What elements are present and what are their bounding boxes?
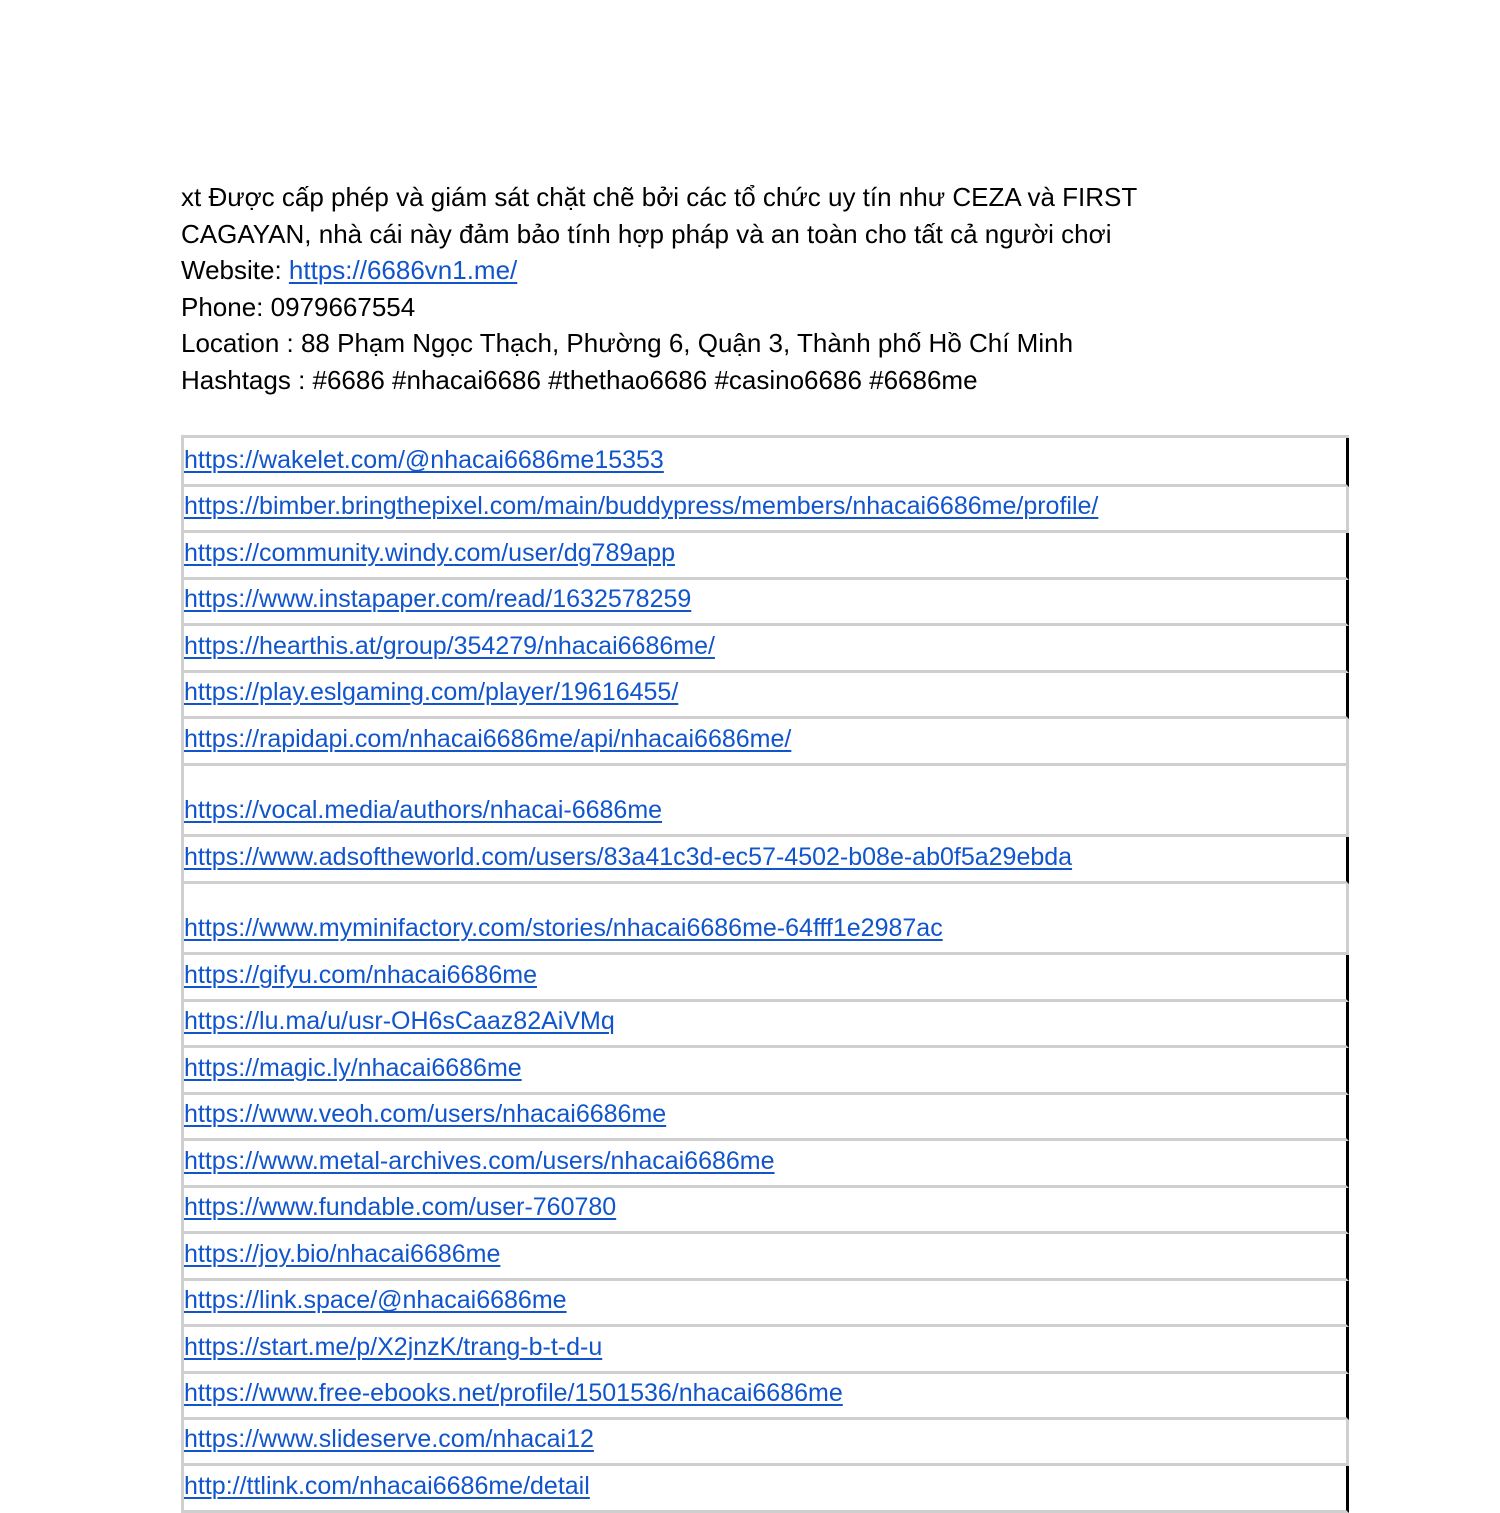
- profile-link[interactable]: https://vocal.media/authors/nhacai-6686me: [184, 796, 663, 824]
- profile-link[interactable]: https://lu.ma/u/usr-OH6sCaaz82AiVMq: [184, 1007, 615, 1035]
- table-row: [184, 580, 1349, 626]
- website-link[interactable]: https://6686vn1.me/: [288, 255, 518, 286]
- profile-link[interactable]: https://www.fundable.com/user-760780: [184, 1193, 617, 1221]
- table-row: [184, 626, 1349, 673]
- table-row: [184, 533, 1349, 580]
- phone-line: Phone: 0979667554: [181, 291, 416, 322]
- table-row: [184, 1048, 1349, 1095]
- table-row: [184, 487, 1349, 533]
- table-row: [184, 1327, 1349, 1374]
- profile-link[interactable]: https://www.instapaper.com/read/1632578259: [184, 585, 692, 613]
- table-row: [184, 673, 1349, 719]
- table-row: [184, 1234, 1349, 1281]
- profile-link[interactable]: https://www.metal-archives.com/users/nhacai6686me: [184, 1147, 775, 1175]
- intro-line-2: CAGAYAN, nhà cái này đảm bảo tính hợp pháp và an toàn cho tất cả người chơi: [181, 218, 1112, 249]
- profile-link[interactable]: https://www.adsoftheworld.com/users/83a41c3d-ec57-4502-b08e-ab0f5a29ebda: [184, 843, 1073, 871]
- table-row: [184, 1095, 1349, 1141]
- table-row: [184, 1188, 1349, 1234]
- profile-link[interactable]: https://community.windy.com/user/dg789app: [184, 539, 675, 567]
- profile-link[interactable]: https://bimber.bringthepixel.com/main/buddypress/members/nhacai6686me/profile/: [184, 492, 1099, 520]
- intro-line-1: xt Được cấp phép và giám sát chặt chẽ bởi các tổ chức uy tín như CEZA và FIRST: [181, 182, 1138, 212]
- profile-link[interactable]: https://magic.ly/nhacai6686me: [184, 1054, 522, 1082]
- table-row: [184, 837, 1349, 884]
- links-table: [181, 435, 1349, 1513]
- profile-link[interactable]: https://play.eslgaming.com/player/19616455/: [184, 678, 679, 706]
- table-row: [184, 719, 1349, 766]
- table-row: [184, 1466, 1349, 1513]
- profile-link[interactable]: https://joy.bio/nhacai6686me: [184, 1240, 501, 1268]
- profile-link[interactable]: https://start.me/p/X2jnzK/trang-b-t-d-u: [184, 1333, 603, 1361]
- table-row: [184, 1374, 1349, 1420]
- intro-text-block: [181, 179, 1281, 399]
- table-row: [184, 766, 1349, 837]
- hashtags-line: Hashtags : #6686 #nhacai6686 #thethao6686 #casino6686 #6686me: [181, 364, 978, 395]
- profile-link[interactable]: https://www.free-ebooks.net/profile/1501536/nhacai6686me: [184, 1379, 843, 1407]
- location-line: Location : 88 Phạm Ngọc Thạch, Phường 6, Quận 3, Thành phố Hồ Chí Minh: [181, 328, 1074, 359]
- table-row: [184, 1420, 1349, 1466]
- profile-link[interactable]: https://rapidapi.com/nhacai6686me/api/nhacai6686me/: [184, 725, 792, 753]
- profile-link[interactable]: https://wakelet.com/@nhacai6686me15353: [184, 446, 664, 474]
- website-line: [181, 252, 1281, 289]
- table-row: [184, 438, 1349, 487]
- table-row: [184, 955, 1349, 1002]
- table-row: [184, 1281, 1349, 1327]
- profile-link[interactable]: https://link.space/@nhacai6686me: [184, 1286, 567, 1314]
- table-row: [184, 884, 1349, 955]
- profile-link[interactable]: https://www.myminifactory.com/stories/nhacai6686me-64fff1e2987ac: [184, 914, 943, 942]
- profile-link[interactable]: http://ttlink.com/nhacai6686me/detail: [184, 1472, 590, 1500]
- profile-link[interactable]: https://www.slideserve.com/nhacai12: [184, 1425, 594, 1453]
- website-label: Website:: [181, 255, 289, 286]
- profile-link[interactable]: https://hearthis.at/group/354279/nhacai6686me/: [184, 632, 715, 660]
- table-row: [184, 1002, 1349, 1048]
- profile-link[interactable]: https://www.veoh.com/users/nhacai6686me: [184, 1100, 667, 1128]
- profile-link[interactable]: https://gifyu.com/nhacai6686me: [184, 961, 537, 989]
- table-row: [184, 1141, 1349, 1188]
